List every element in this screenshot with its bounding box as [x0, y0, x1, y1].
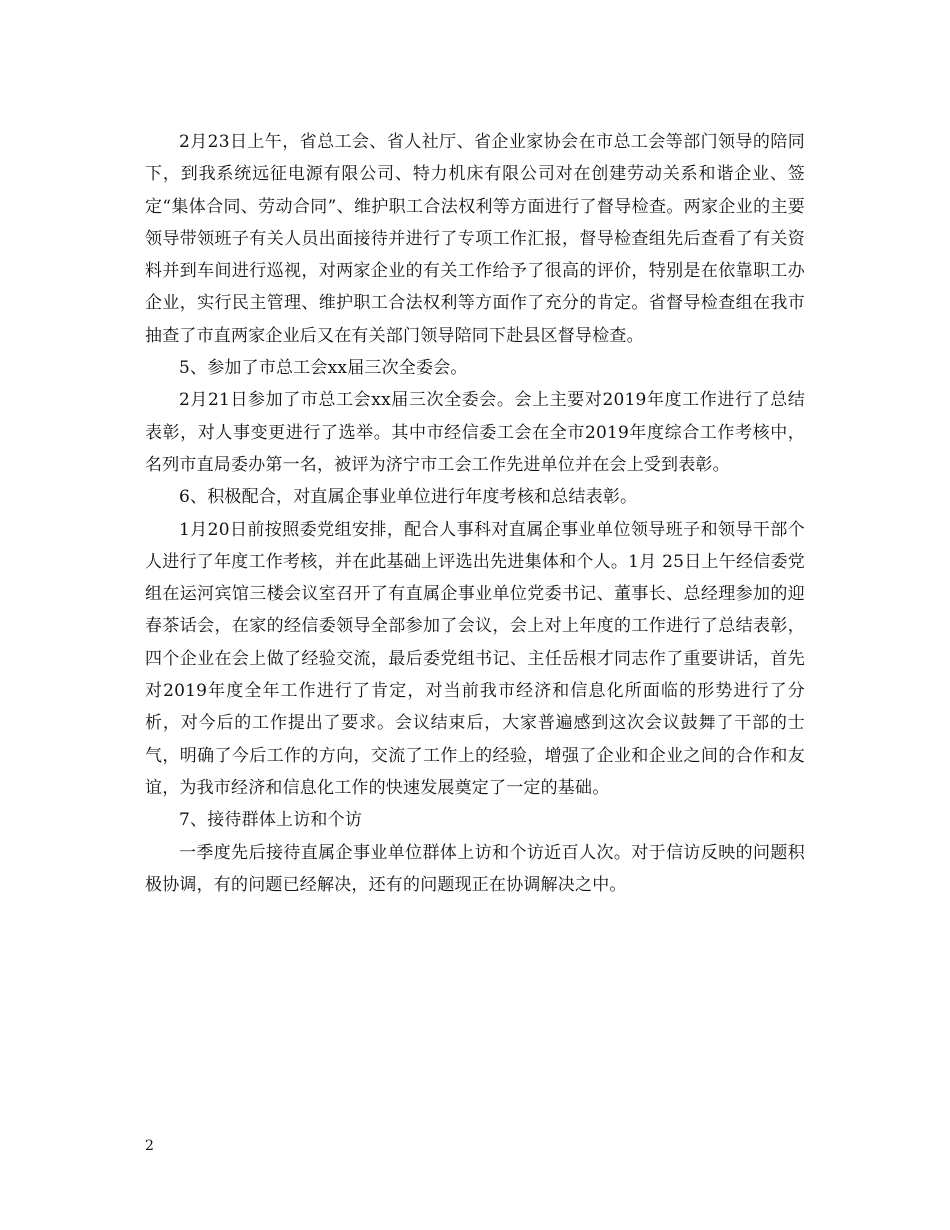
heading-item-5: 5、参加了市总工会xx届三次全委会。 [179, 358, 468, 379]
heading-item-6: 6、积极配合，对直属企事业单位进行年度考核和总结表彰。 [179, 487, 638, 508]
document-body [145, 126, 805, 901]
heading-item-7: 7、接待群体上访和个访 [179, 810, 363, 831]
page-number: 2 [145, 1138, 154, 1154]
paragraph-plenary-meeting: 2月21日参加了市总工会xx届三次全委会。会上主要对2019年度工作进行了总结表彰，对人事变更进行了选举。其中市经信委工会在全市2019年度综合工作考核中，名列市直局委办第一名，被评为济宁市工会工作先进单位并在会上受到表彰。 [145, 390, 805, 475]
paragraph-inspection-visit: 2月23日上午，省总工会、省人社厅、省企业家协会在市总工会等部门领导的陪同下，到我系统远征电源有限公司、特力机床有限公司对在创建劳动关系和谐企业、签定“集体合同、劳动合同”、维护职工合法权利等方面进行了督导检查。两家企业的主要领导带领班子有关人员出面接待并进行了专项工作汇报，督导检查组先后查看了有关资料并到车间进行巡视，对两家企业的有关工作给予了很高的评价，特别是在依靠职工办企业，实行民主管理、维护职工合法权利等方面作了充分的肯定。省督导检查组在我市抽查了市直两家企业后又在有关部门领导陪同下赴县区督导检查。 [145, 132, 805, 346]
paragraph-annual-assessment: 1月20日前按照委党组安排，配合人事科对直属企事业单位领导班子和领导干部个人进行了年度工作考核，并在此基础上评选出先进集体和个人。1月 25日上午经信委党组在运河宾馆三楼会议室召开了有直属企事业单位党委书记、董事长、总经理参加的迎春茶话会，在家的经信委领导全部参加了会议，会上对上年度的工作进行了总结表彰，四个企业在会上做了经验交流，最后委党组书记、主任岳根才同志作了重要讲话，首先对2019年度全年工作进行了肯定，对当前我市经济和信息化所面临的形势进行了分析，对今后的工作提出了要求。会议结束后，大家普遍感到这次会议鼓舞了干部的士气，明确了今后工作的方向，交流了工作上的经验，增强了企业和企业之间的合作和友谊，为我市经济和信息化工作的快速发展奠定了一定的基础。 [145, 519, 805, 798]
paragraph-petitions: 一季度先后接待直属企事业单位群体上访和个访近百人次。对于信访反映的问题积极协调，有的问题已经解决，还有的问题现正在协调解决之中。 [145, 842, 805, 895]
